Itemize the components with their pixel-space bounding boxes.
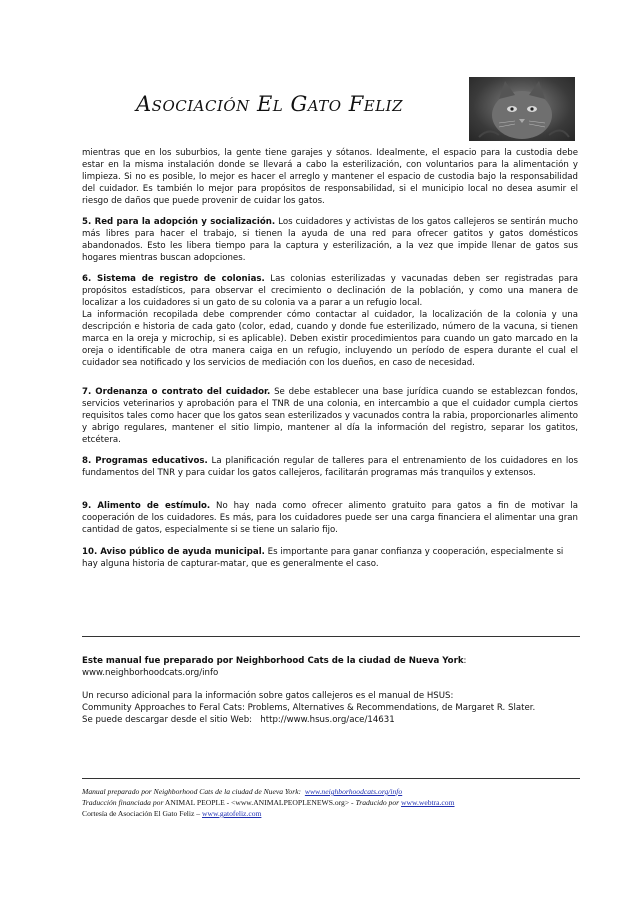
footer-gatofeliz-link[interactable]: www.gatofeliz.com	[202, 809, 262, 818]
paragraph-custody: mientras que en los suburbios, la gente tiene garajes y sótanos. Idealmente, el espacio para la custodia debe estar en la misma instalación donde se llevará a cabo la esterilización, con voluntarios para la alimentación y limpieza. Si no es posible, lo mejor es hacer el arreglo y mantener el espacio de custodia bajo la responsabilidad del cuidador. Es también lo mejor para propósitos de responsabilidad, si el municipio local no desea asumir el riesgo de daños que puede provenir de cuidar los gatos.	[82, 148, 578, 206]
credits-resource-line: Un recurso adicional para la información sobre gatos callejeros es el manual de HSUS:	[82, 691, 454, 701]
credits-resource	[82, 690, 578, 726]
credits-download-label: Se puede descargar desde el sitio Web:	[82, 715, 253, 725]
paragraph-adoption-network	[82, 216, 578, 264]
footer-webtra-link[interactable]: www.webtra.com	[401, 798, 455, 807]
text-incentive-food: No hay nada como ofrecer alimento gratuito para gatos a fin de motivar la cooperación de los cuidadores. Es más, para los cuidadores puede ser una carga financiera el alimentar una gran cantidad de gatos, especialmente si se tiene un salario fijo.	[82, 501, 579, 535]
text-colony-registry: Las colonias esterilizadas y vacunadas deben ser registradas para propósitos estadísticos, para observar el crecimiento o declinación de la población, y como una manera de localizar a los cuidadores si un gato de su colonia va a parar a un refugio local.	[82, 274, 578, 308]
credits-colon: :	[463, 656, 467, 666]
paragraph-colony-registry	[82, 273, 578, 309]
credits-resource-title: Community Approaches to Feral Cats: Problems, Alternatives & Recommendations, de Margaret R. Slater.	[82, 703, 536, 713]
text-adoption-network: Los cuidadores y activistas de los gatos callejeros se sentirán mucho más libres para hacer el trabajo, si tienen la ayuda de una red para ofrecer gatitos y gatos domésticos abandonados. Esto les libera tiempo para la captura y esterilización, a la vez que impide llenar de gatos sus hogares mientras buscan adopciones.	[82, 217, 578, 263]
footer-line-manual	[82, 786, 582, 797]
heading-incentive-food: 9. Alimento de estímulo.	[82, 501, 211, 511]
paragraph-caretaker-ordinance	[82, 386, 578, 446]
credits-prepared	[82, 655, 578, 679]
text-educational-programs: La planificación regular de talleres para el entrenamiento de los cuidadores en los fundamentos del TNR y para cuidar los gatos callejeros, facilitarán programas más tranquilos y extensos.	[82, 456, 578, 478]
heading-colony-registry: 6. Sistema de registro de colonias.	[82, 274, 265, 284]
heading-educational-programs: 8. Programas educativos.	[82, 456, 208, 466]
credits-prepared-url: www.neighborhoodcats.org/info	[82, 668, 219, 678]
footer-manual-link[interactable]: www.neighborhoodcats.org/info	[304, 787, 403, 796]
footer-funded-text: Traducción financiada por	[82, 798, 164, 807]
footer-translated-text: Traducido por	[355, 798, 400, 807]
divider-top	[82, 636, 580, 637]
footer-manual-text: Manual preparado por Neighborhood Cats de la ciudad de Nueva York:	[82, 787, 302, 796]
heading-adoption-network: 5. Red para la adopción y socialización.	[82, 217, 276, 227]
heading-public-notice: 10. Aviso público de ayuda municipal.	[82, 547, 265, 557]
text-caretaker-ordinance: Se debe establecer una base jurídica cuando se establezcan fondos, servicios veterinarios y aprobación para el TNR de una colonia, en intercambio a que el cuidador cumpla ciertos requisitos tales como hacer que los gatos sean esterilizados y vacunados contra la rabia, proporcionarles alimento y abrigo regulares, mantener el sitio limpio, mantener al día la información del registro, separar los gatitos, etcétera.	[82, 387, 578, 445]
association-title: Asociación El Gato Feliz	[136, 92, 404, 116]
heading-caretaker-ordinance: 7. Ordenanza o contrato del cuidador.	[82, 387, 271, 397]
cat-photo-logo-icon	[469, 77, 575, 141]
text-public-notice: Es importante para ganar confianza y cooperación, especialmente si hay alguna historia de capturar-matar, que es generalmente el caso.	[82, 547, 564, 569]
credits-download-url: http://www.hsus.org/ace/14631	[260, 715, 395, 725]
credits-prepared-by: Este manual fue preparado por Neighborhood Cats de la ciudad de Nueva York	[82, 656, 464, 666]
paragraph-incentive-food	[82, 500, 578, 536]
paragraph-educational-programs	[82, 455, 578, 479]
footer-line-courtesy	[82, 808, 582, 819]
paragraph-registry-details: La información recopilada debe comprender cómo contactar al cuidador, la localización de la colonia y una descripción e historia de cada gato (color, edad, cuando y donde fue esterilizado, número de la vacuna, si tienen marca en la oreja y microchip, si es aplicable). Deben existir procedimientos para cuando un gato marcado en la oreja o identificable de otra manera caiga en un refugio, incluyendo un período de espera durante el cual el cuidador sea notificado y los servicios de mediación con los dueños, en caso de necesidad.	[82, 310, 578, 368]
footer-animal-people-text: ANIMAL PEOPLE - <www.ANIMALPEOPLENEWS.org> -	[163, 798, 356, 807]
paragraph-public-notice	[82, 546, 578, 570]
footer-courtesy-text: Cortesía de Asociación El Gato Feliz –	[82, 809, 202, 818]
divider-bottom	[82, 778, 580, 779]
footer-line-translation	[82, 797, 582, 808]
